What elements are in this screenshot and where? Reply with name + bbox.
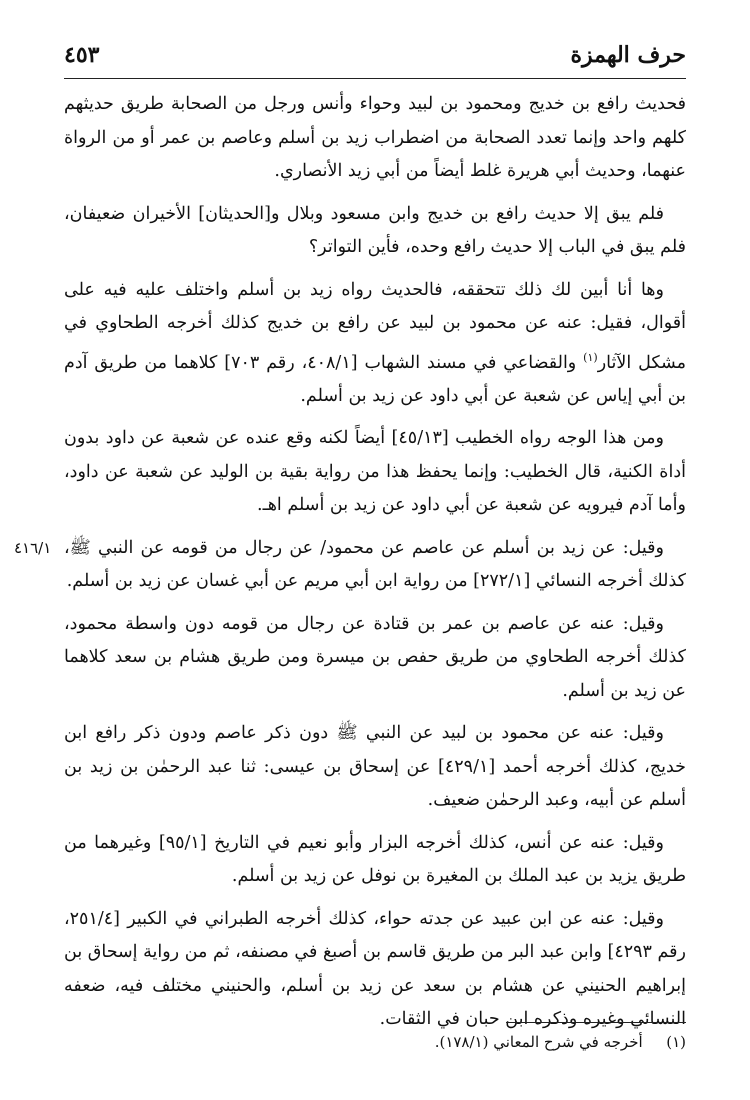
footnote bbox=[64, 1030, 686, 1054]
footnote-separator bbox=[506, 1022, 686, 1023]
main-text bbox=[14, 88, 686, 1046]
paragraph-1: فحديث رافع بن خديج ومحمود بن لبيد وحواء وأنس ورجل من الصحابة طريق حديثهم كلهم واحد وإنما تعدد الصحابة من اضطراب زيد بن أسلم وعاصم بن عمر أو من الرواة عنهما، وحديث أبي هريرة غلط أيضاً من أبي زيد الأنصاري. bbox=[64, 94, 686, 181]
paragraph-2: فلم يبق إلا حديث رافع بن خديج وابن مسعود وبلال و[الحديثان] الأخيران ضعيفان، فلم يبق في الباب إلا حديث رافع وحده، فأين التواتر؟ bbox=[64, 203, 686, 257]
chapter-title: حرف الهمزة bbox=[570, 42, 686, 68]
paragraph-4: ومن هذا الوجه رواه الخطيب [٤٥/١٣] أيضاً لكنه وقع عنده عن شعبة عن داود بدون أداة الكنية، قال الخطيب: وإنما يحفظ هذا من رواية بقية بن الوليد عن شعبة عن داود، وأما آدم فيرويه عن شعبة عن أبي داود عن زيد بن أسلم اهـ. bbox=[64, 428, 686, 516]
page-number: ٤٥٣ bbox=[64, 42, 100, 68]
paragraph-5: ٤١٦/١ وقيل: عن زيد بن أسلم عن عاصم عن محمود/ عن رجال من قومه عن النبي ﷺ، كذلك أخرجه النسائي [٢٧٢/١] من رواية ابن أبي مريم عن أبي غسان عن زيد بن أسلم. bbox=[64, 532, 686, 599]
page-header bbox=[64, 38, 686, 79]
footnote-number: (١) bbox=[666, 1033, 686, 1051]
paragraph-7: وقيل: عنه عن محمود بن لبيد عن النبي ﷺ دون ذكر عاصم ودون ذكر رافع ابن خديج، كذلك أخرجه أحمد [٤٢٩/١] عن إسحاق بن عيسى: ثنا عبد الرحمٰن بن زيد بن أسلم عن أبيه، وعبد الرحمٰن ضعيف. bbox=[64, 723, 686, 811]
paragraph-9: وقيل: عنه عن ابن عبيد عن جدته حواء، كذلك أخرجه الطبراني في الكبير [٢٥١/٤، رقم ٤٢٩٣] وابن عبد البر من طريق قاسم بن أصبغ في مصنفه، ثم من رواية إسحاق بن إبراهيم الحنيني عن هشام بن سعد عن زيد بن أسلم، والحنيني مختلف فيه، ضعفه النسائي وغيره وذكره ابن حبان في الثقات. bbox=[64, 908, 686, 1030]
paragraph-6: وقيل: عنه عن عاصم بن عمر بن قتادة عن رجال من قومه دون واسطة محمود، كذلك أخرجه الطحاوي من طريق حفص بن ميسرة ومن طريق هشام بن سعد كلاهما عن زيد بن أسلم. bbox=[64, 613, 686, 701]
footnote-text: أخرجه في شرح المعاني (١٧٨/١). bbox=[434, 1033, 643, 1051]
paragraph-3: وها أنا أبين لك ذلك تتحققه، فالحديث رواه زيد بن أسلم واختلف عليه فيه على أقوال، فقيل: عنه عن محمود بن لبيد عن رافع بن خديج كذلك أخرجه الطحاوي في مشكل الآثار$^{(١)}$ والقضاعي في مسند الشهاب [٤٠٨/١، رقم ٧٠٣] كلاهما من طريق آدم بن أبي إياس عن شعبة عن أبي داود عن زيد بن أسلم. bbox=[64, 279, 686, 406]
footnote-marker: (١) bbox=[583, 350, 598, 364]
paragraph-8: وقيل: عنه عن أنس، كذلك أخرجه البزار وأبو نعيم في التاريخ [٩٥/١] وغيرهما من طريق يزيد بن عبد الملك بن المغيرة بن نوفل عن زيد بن أسلم. bbox=[64, 832, 686, 887]
margin-reference: ٤١٦/١ bbox=[14, 538, 52, 557]
